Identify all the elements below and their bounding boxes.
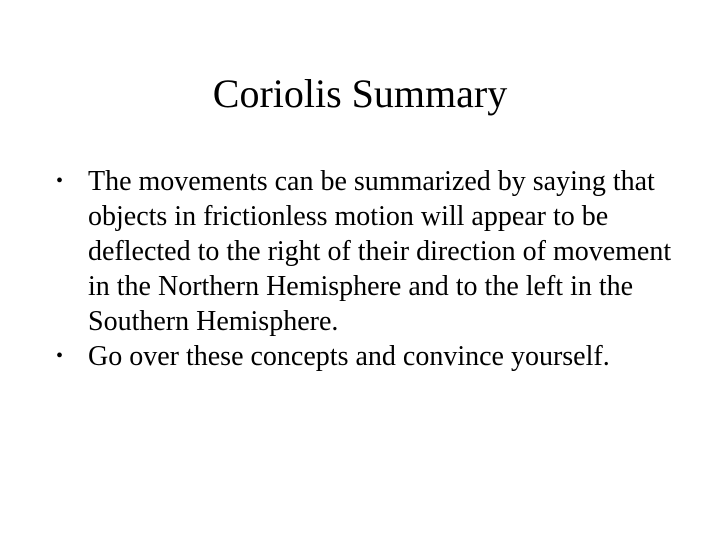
bullet-item <box>56 164 676 339</box>
bullet-marker: • <box>56 170 64 192</box>
bullet-marker: • <box>56 345 64 367</box>
bullet-text: Go over these concepts and convince yourself. <box>88 341 610 372</box>
bullet-text: The movements can be summarized by saying that objects in frictionless motion will appear to be deflected to the right of their direction of movement in the Northern Hemisphere and to the left in the Southern Hemisphere. <box>88 166 672 337</box>
bullet-item <box>56 339 676 374</box>
bullet-list <box>56 164 676 374</box>
slide-title: Coriolis Summary <box>212 71 508 116</box>
